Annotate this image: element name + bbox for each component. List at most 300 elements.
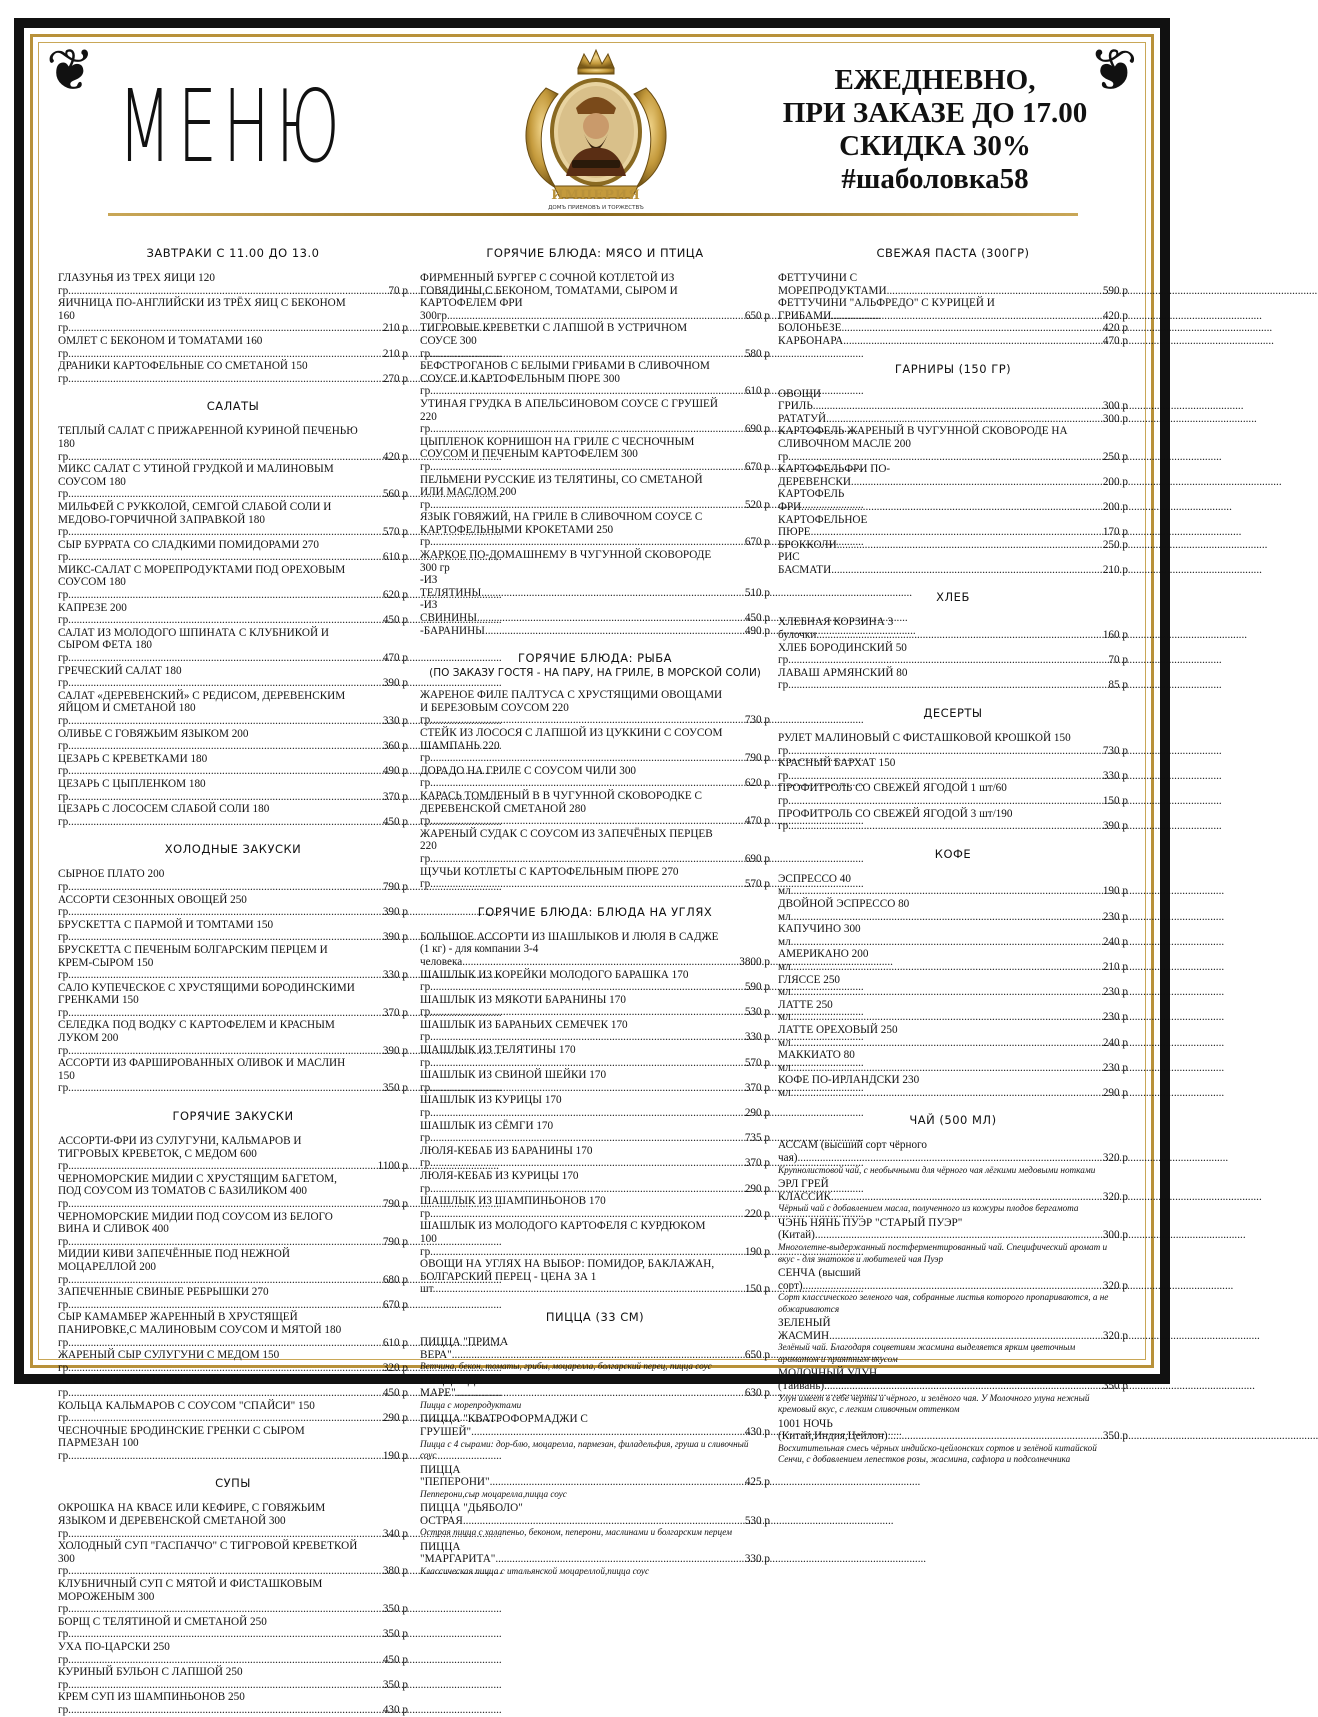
menu-item-name: МИКС-САЛАТ С МОРЕПРОДУКТАМИ ПОД ОРЕХОВЫМ СОУСОМ 180 гр. ..... [58, 564, 502, 601]
menu-item [778, 322, 1128, 335]
menu-item-name: ПИЦЦА "ПЕПЕРОНИ" ..... [420, 1464, 920, 1489]
menu-item-price: 620 р [744, 777, 770, 790]
restaurant-emblem-logo [506, 48, 686, 216]
menu-item-price: 790 р [382, 1198, 408, 1210]
menu-item-name: ЖАРЕНЫЙ СЫР СУЛУГУНИ С МЕДОМ 150 гр. ..... [58, 1349, 502, 1374]
menu-item-price: 680 р [382, 1273, 408, 1286]
menu-item-name: ШАШЛЫК ИЗ МОЛОДОГО КАРТОФЕЛЯ С КУРДЮКОМ 100 гр. ..... [420, 1220, 864, 1257]
menu-item [778, 1049, 1128, 1074]
menu-item-name: ПИЦЦА "ПРИМА ВЕРА" ..... [420, 1336, 882, 1361]
menu-item-line [778, 616, 1082, 641]
menu-item-line [58, 564, 362, 602]
section-title: ГАРНИРЫ (150 ГР) [894, 361, 1012, 376]
menu-item [778, 1074, 1128, 1099]
menu-item [58, 753, 408, 778]
menu-item-line [778, 539, 1082, 552]
menu-item-price: 330 р [382, 715, 408, 727]
menu-item-price: 450 р [382, 614, 408, 627]
menu-item [420, 1336, 770, 1361]
menu-item-name: ПИЦЦА "ДЬЯБОЛО" ОСТРАЯ ..... [420, 1502, 894, 1527]
promo-hashtag: #шаболовка58 [841, 163, 1029, 195]
menu-item-line [58, 1616, 362, 1641]
menu-item-name: ДРАНИКИ КАРТОФЕЛЬНЫЕ СО СМЕТАНОЙ 150 гр. ..... [58, 360, 502, 385]
menu-item-description: Сорт классического зеленого чая, собранные листья которого пропариваются, а не обжариваются [778, 1292, 1109, 1314]
menu-item-line [778, 335, 1082, 348]
menu-item-list [420, 931, 770, 1296]
menu-item-list [58, 1135, 408, 1462]
menu-item-name: КУРИНЫЙ БУЛЬОН С ЛАПШОЙ 250 гр. ..... [58, 1666, 502, 1691]
menu-item-description: Зелёный чай. Благодаря соцветиям жасмина выделяется ярким цветочным ароматом и приятным вкусом [778, 1342, 1076, 1364]
menu-item-line [58, 1691, 362, 1716]
menu-item-name: РАТАТУЙ ..... [778, 413, 1257, 425]
menu-item-description: Острая пицца с халапеньо, беконом, пеперони, маслинами и болгарским перцем [420, 1527, 732, 1538]
menu-item [420, 1464, 770, 1489]
menu-item [420, 1069, 770, 1094]
menu-item-price: 240 р [1102, 935, 1128, 948]
section-title: ХОЛОДНЫЕ ЗАКУСКИ [164, 842, 302, 857]
menu-item [58, 944, 408, 982]
menu-item-list [420, 1336, 770, 1578]
menu-item-line [420, 828, 724, 866]
menu-item [58, 1540, 408, 1578]
menu-item [778, 514, 1128, 539]
menu-item-price: 70 р [388, 284, 408, 297]
menu-item-line [420, 1069, 724, 1094]
menu-item-price: 350 р [382, 1678, 408, 1691]
menu-item [58, 627, 408, 665]
menu-item-line [58, 1349, 362, 1374]
menu-item-line [420, 931, 724, 969]
menu-item-description: Пицца с 4 сырами: дор-блю, моцарелла, пармезан, филадельфия, груша и сливочный соус [420, 1438, 749, 1460]
menu-item-price: 530 р [744, 1006, 770, 1019]
menu-item-line [58, 627, 362, 665]
menu-item [420, 1541, 770, 1566]
menu-item-line [58, 1540, 362, 1578]
menu-item-line [420, 398, 724, 436]
section-title: ЗАВТРАКИ С 11.00 ДО 13.0 [146, 246, 320, 260]
menu-item-line [778, 1049, 1082, 1074]
menu-item-price: 240 р [1102, 1036, 1128, 1049]
menu-item-name: ФИРМЕННЫЙ БУРГЕР С СОЧНОЙ КОТЛЕТОЙ ИЗ ГОВЯДИНЫ,С БЕКОНОМ, ТОМАТАМИ, СЫРОМ И КАРТОФЕЛЕМ ФРИ 300гр. ..... [420, 272, 880, 322]
menu-item [420, 765, 770, 790]
menu-item-name: ТЕПЛЫЙ САЛАТ С ПРИЖАРЕННОЙ КУРИНОЙ ПЕЧЕНЬЮ 180 гр. ..... [58, 425, 502, 462]
menu-item [58, 564, 408, 602]
menu-item-name: КАРАСЬ ТОМЛЕНЫЙ В В ЧУГУННОЙ СКОВОРОДКЕ С ДЕРЕВЕНСКОЙ СМЕТАНОЙ 280 гр. ..... [420, 790, 864, 827]
menu-item-name: ЦЕЗАРЬ С КРЕВЕТКАМИ 180 гр. ..... [58, 753, 502, 778]
menu-item [420, 828, 770, 866]
menu-item [58, 1211, 408, 1249]
menu-item-name: АССАМ (высший сорт чёрного чая) ..... [778, 1139, 1228, 1164]
menu-item [778, 923, 1128, 948]
menu-item-price: 430 р [744, 1425, 770, 1438]
menu-item-name: ФЕТТУЧИНИ С МОРЕПРОДУКТАМИ ..... [778, 272, 1317, 297]
menu-item-name: РУЛЕТ МАЛИНОВЫЙ С ФИСТАШКОВОЙ КРОШКОЙ 150 гр. ..... [778, 732, 1222, 757]
menu-item [778, 388, 1128, 413]
menu-item-price: 560 р [382, 488, 408, 501]
menu-item-name: ФЕТТУЧИНИ "АЛЬФРЕДО" С КУРИЦЕЙ И ГРИБАМИ ..... [778, 297, 1262, 322]
menu-item [58, 360, 408, 385]
menu-item [420, 727, 770, 765]
menu-item-name: ОЛИВЬЕ С ГОВЯЖЬИМ ЯЗЫКОМ 200 гр. ..... [58, 728, 502, 753]
menu-item-line [58, 1502, 362, 1540]
menu-item-list [778, 1139, 1128, 1465]
menu-item [58, 665, 408, 690]
menu-item [778, 413, 1128, 426]
menu-item-name: ЯЗЫК ГОВЯЖИЙ, НА ГРИЛЕ В СЛИВОЧНОМ СОУСЕ С КАРТОФЕЛЬНЫМИ КРОКЕТАМИ 250 гр. ..... [420, 511, 864, 548]
menu-item [58, 728, 408, 753]
menu-item [778, 539, 1128, 552]
menu-item-price: 390 р [382, 677, 408, 690]
menu-item-price: 735 р [744, 1132, 770, 1145]
menu-item-list [420, 689, 770, 891]
menu-item-name: ЛАТТЕ ОРЕХОВЫЙ 250 мл. ..... [778, 1024, 1224, 1049]
menu-item-line [420, 994, 724, 1019]
menu-item-name: ШАШЛЫК ИЗ МЯКОТИ БАРАНИНЫ 170 гр. ..... [420, 994, 864, 1019]
menu-item-price: 450 р [382, 1386, 408, 1399]
menu-item-line [58, 728, 362, 753]
menu-item-name: КАПРЕЗЕ 200 гр. ..... [58, 602, 502, 627]
menu-item-price: 790 р [382, 880, 408, 893]
menu-item-name: РИС БАСМАТИ ..... [778, 551, 1262, 576]
menu-item-name: СЫРНОЕ ПЛАТО 200 гр. ..... [58, 868, 502, 893]
menu-item-price: 510 р [744, 586, 770, 599]
menu-item [778, 999, 1128, 1024]
menu-item-name: ЧЕСНОЧНЫЕ БРОДИНСКИЕ ГРЕНКИ С СЫРОМ ПАРМЕЗАН 100 гр. ..... [58, 1425, 502, 1462]
menu-item-list [420, 272, 770, 637]
menu-item-name: ТИГРОВЫЕ КРЕВЕТКИ С ЛАПШОЙ В УСТРИЧНОМ СОУСЕ 300 гр. ..... [420, 322, 864, 359]
menu-item-price: 790 р [744, 752, 770, 765]
menu-item-name: ЧЕРНОМОРСКИЕ МИДИИ ПОД СОУСОМ ИЗ БЕЛОГО ВИНА И СЛИВОК 400 гр. ..... [58, 1211, 502, 1248]
menu-item-line [58, 894, 362, 919]
menu-item-name: ПЕЛЬМЕНИ РУССКИЕ ИЗ ТЕЛЯТИНЫ, СО СМЕТАНОЙ ИЛИ МАСЛОМ 200 гр. ..... [420, 474, 864, 511]
menu-item-line [420, 1258, 724, 1296]
menu-item-price: 730 р [1102, 744, 1128, 757]
menu-item-line [778, 1178, 1082, 1203]
menu-item [420, 511, 770, 549]
menu-item [778, 974, 1128, 999]
menu-item-line [420, 689, 724, 727]
menu-item-name: ХЛЕБНАЯ КОРЗИНА 3 булочки ..... [778, 616, 1247, 641]
menu-item-name: МИДИИ КИВИ ЗАПЕЧЁННЫЕ ПОД НЕЖНОЙ МОЦАРЕЛЛОЙ 200 гр. ..... [58, 1248, 502, 1285]
menu-item-price: 470 р [382, 652, 408, 665]
section-title: ЧАЙ (500 МЛ) [909, 1113, 997, 1128]
menu-item-line [778, 667, 1082, 692]
menu-item-line [778, 463, 1082, 488]
menu-item-name: ЩУЧЬИ КОТЛЕТЫ С КАРТОФЕЛЬНЫМ ПЮРЕ 270 гр. ..... [420, 866, 864, 891]
menu-item-price: 570 р [382, 526, 408, 539]
menu-item-line [58, 1248, 362, 1286]
menu-item-name: ХОЛОДНЫЙ СУП "ГАСПАЧЧО" С ТИГРОВОЙ КРЕВЕТКОЙ 300 гр. ..... [58, 1540, 502, 1577]
menu-item-price: 230 р [1102, 1061, 1128, 1074]
menu-item-line [420, 1541, 724, 1566]
menu-item [778, 642, 1128, 667]
menu-item-list [778, 616, 1128, 692]
menu-item-price: 570 р [744, 878, 770, 891]
menu-item-name: 1001 НОЧЬ (Китай,Индия,Цейлон) ..... [778, 1418, 1318, 1443]
menu-item-list [58, 868, 408, 1095]
menu-item [58, 919, 408, 944]
menu-item-description: Пепперони,сыр моцарелла,пицца соус [420, 1488, 567, 1499]
menu-item-price: 350 р [1102, 1430, 1128, 1443]
menu-item-line [778, 974, 1082, 999]
menu-item-line [420, 1464, 724, 1489]
menu-item-line [420, 1375, 724, 1400]
menu-item-name: КАРБОНАРА ..... [778, 335, 1274, 347]
menu-item-price: 380 р [382, 1565, 408, 1578]
menu-item-line [778, 808, 1082, 833]
promo-line: ЕЖЕДНЕВНО, [834, 64, 1036, 96]
menu-item-line [420, 727, 724, 765]
menu-item-name: УТИНАЯ ГРУДКА В АПЕЛЬСИНОВОМ СОУСЕ С ГРУШЕЙ 220 гр. ..... [420, 398, 864, 435]
menu-item-line [58, 602, 362, 627]
menu-item [778, 488, 1128, 513]
menu-item-price: 670 р [744, 460, 770, 473]
menu-item-name: ЛЮЛЯ-КЕБАБ ИЗ БАРАНИНЫ 170 гр. ..... [420, 1145, 864, 1170]
menu-item-name: ПИЦЦА "ДЕ МАРЕ" ..... [420, 1375, 886, 1400]
menu-item-price: 270 р [382, 372, 408, 385]
menu-item-line [420, 1336, 724, 1361]
menu-item [58, 1349, 408, 1374]
menu-item-line [778, 999, 1082, 1024]
menu-item-description: Улун имеет в себе черты и чёрного, и зелёного чая. У Молочного улуна нежный кремовый вкус, с легким сливочным оттенком [778, 1392, 1090, 1415]
menu-item-price: 470 р [744, 815, 770, 828]
menu-item-line [420, 272, 724, 322]
menu-item-price: 320 р [1102, 1329, 1128, 1342]
menu-item-line [778, 1418, 1082, 1443]
menu-item-price: 650 р [744, 1348, 770, 1361]
menu-item-line [58, 1666, 362, 1691]
menu-item-name: КУРИНЫЕ КРЫЛЫШКИ БАРБЕКЮ 250 гр. ..... [58, 1374, 502, 1399]
menu-item-list [778, 732, 1128, 833]
menu-item-line [420, 1120, 724, 1145]
menu-item-name: КРАСНЫЙ БАРХАТ 150 гр. ..... [778, 757, 1222, 782]
menu-item-name: ПРОФИТРОЛЬ СО СВЕЖЕЙ ЯГОДОЙ 1 шт/60 гр. ..... [778, 782, 1222, 807]
menu-item-name: ПИЦЦА "МАРГАРИТА" ..... [420, 1541, 926, 1566]
section-title: СВЕЖАЯ ПАСТА (300ГР) [876, 246, 1030, 260]
menu-item [778, 667, 1128, 692]
menu-item-price: 85 р [1108, 679, 1128, 692]
menu-item-line [58, 539, 362, 564]
menu-item-price: 330 р [744, 1031, 770, 1044]
menu-item-list [58, 425, 408, 828]
menu-item-name: СЕЛЕДКА ПОД ВОДКУ С КАРТОФЕЛЕМ И КРАСНЫМ ЛУКОМ 200 гр. ..... [58, 1019, 502, 1056]
menu-item-price: 690 р [744, 423, 770, 436]
menu-item-description: Классическая пицца с итальянской моцареллой,пицца соус [420, 1566, 650, 1577]
section-subtitle: (ПО ЗАКАЗУ ГОСТЯ - НА ПАРУ, НА ГРИЛЕ, В МОРСКОЙ СОЛИ) [429, 667, 761, 680]
menu-item-name: ШАШЛЫК ИЗ СВИНОЙ ШЕЙКИ 170 гр. ..... [420, 1069, 864, 1094]
menu-item-line [420, 1019, 724, 1044]
menu-item-name: ЖАРЕНЫЙ СУДАК С СОУСОМ ИЗ ЗАПЕЧЁНЫХ ПЕРЦЕВ 220 гр. ..... [420, 828, 864, 865]
menu-item-line [58, 665, 362, 690]
menu-item-price: 370 р [382, 790, 408, 803]
menu-item-price: 190 р [382, 1449, 408, 1462]
menu-item-price: 300 р [1102, 1229, 1128, 1242]
menu-item-price: 530 р [744, 1514, 770, 1527]
menu-item [420, 931, 770, 969]
menu-item-name: ЖАРЕНОЕ ФИЛЕ ПАЛТУСА С ХРУСТЯЩИМИ ОВОЩАМИ И БЕРЕЗОВЫМ СОУСОМ 220 гр. ..... [420, 689, 864, 726]
section-title: ГОРЯЧИЕ БЛЮДА: БЛЮДА НА УГЛЯХ [477, 904, 713, 919]
menu-item [58, 1374, 408, 1399]
menu-item-price: 790 р [382, 1235, 408, 1248]
menu-item-name: -ИЗ ТЕЛЯТИНЫ ..... [420, 574, 912, 599]
menu-item-name: ШАШЛЫК ИЗ КУРИЦЫ 170 гр. ..... [420, 1094, 864, 1119]
menu-item-line [420, 765, 724, 790]
menu-item-line [778, 1217, 1082, 1242]
menu-item-line [778, 322, 1082, 335]
menu-item [58, 894, 408, 919]
menu-item-description: Крупнолистовой чай, с необычными для чёрного чая лёгкими медовыми нотками [778, 1164, 1096, 1175]
menu-item-price: 430 р [382, 1703, 408, 1716]
menu-item-name: СЫР КАМАМБЕР ЖАРЕННЫЙ В ХРУСТЯЩЕЙ ПАНИРОВКЕ,С МАЛИНОВЫМ СОУСОМ И МЯТОЙ 180 гр. ..... [58, 1311, 502, 1348]
menu-item [420, 1258, 770, 1296]
menu-item [58, 1019, 408, 1057]
menu-item [420, 1019, 770, 1044]
menu-item-price: 450 р [744, 612, 770, 625]
menu-item-line [778, 1317, 1082, 1342]
section-title: СУПЫ [215, 1476, 251, 1491]
menu-item-price: 210 р [382, 347, 408, 360]
menu-item-price: 490 р [382, 765, 408, 778]
menu-item [58, 1311, 408, 1349]
menu-item-price: 520 р [744, 498, 770, 511]
menu-item [58, 335, 408, 360]
menu-item-line [778, 425, 1082, 463]
menu-item [778, 297, 1128, 322]
menu-item-price: 210 р [1102, 960, 1128, 973]
menu-item [778, 948, 1128, 973]
menu-item-price: 70 р [1108, 654, 1128, 667]
menu-item [778, 1178, 1128, 1203]
menu-item [420, 866, 770, 891]
menu-item-name: МИКС САЛАТ С УТИНОЙ ГРУДКОЙ И МАЛИНОВЫМ СОУСОМ 180 гр. ..... [58, 463, 502, 500]
menu-item-line [58, 425, 362, 463]
menu-item-price: 1100 р [377, 1160, 408, 1173]
menu-item-line [778, 514, 1082, 539]
menu-item-line [420, 625, 724, 638]
menu-item [778, 1217, 1128, 1242]
menu-item-line [58, 803, 362, 828]
menu-item-price: 630 р [744, 1387, 770, 1400]
menu-item-line [58, 1211, 362, 1249]
menu-item [420, 1195, 770, 1220]
menu-item-name: ШАШЛЫК ИЗ КОРЕЙКИ МОЛОДОГО БАРАШКА 170 гр. ..... [420, 969, 864, 994]
menu-item-name: ШАШЛЫК ИЗ БАРАНЬИХ СЕМЕЧЕК 170 гр. ..... [420, 1019, 864, 1044]
menu-item-price: 650 р [744, 309, 770, 322]
menu-item-line [778, 923, 1082, 948]
menu-item-description: Чёрный чай с добавлением масла, полученного из кожуры плодов бергамота [778, 1203, 1079, 1214]
menu-item-name: БОРЩ С ТЕЛЯТИНОЙ И СМЕТАНОЙ 250 гр. ..... [58, 1616, 502, 1641]
menu-item [778, 808, 1128, 833]
menu-item-line [778, 272, 1082, 297]
menu-item [58, 778, 408, 803]
menu-item-list [58, 1502, 408, 1716]
menu-item-price: 350 р [382, 1082, 408, 1095]
menu-item-price: 330 р [1102, 769, 1128, 782]
menu-item-name: ЖАРКОЕ ПО-ДОМАШНЕМУ В ЧУГУННОЙ СКОВОРОДЕ 300 гр [420, 549, 712, 574]
menu-item-price: 420 р [1102, 309, 1128, 322]
menu-item-line [58, 868, 362, 893]
menu-item-line [420, 599, 724, 624]
menu-item-price: 590 р [744, 981, 770, 994]
menu-item-line [420, 549, 724, 574]
menu-item-name: САЛО КУПЕЧЕСКОЕ С ХРУСТЯЩИМИ БОРОДИНСКИМИ ГРЕНКАМИ 150 гр. ..... [58, 982, 502, 1019]
menu-item-name: ЗАПЕЧЕННЫЕ СВИНЫЕ РЕБРЫШКИ 270 гр. ..... [58, 1286, 502, 1311]
menu-item-list [58, 272, 408, 385]
menu-item-name: ДОРАДО НА ГРИЛЕ С СОУСОМ ЧИЛИ 300 гр. ..... [420, 765, 864, 790]
menu-item-line [420, 1145, 724, 1170]
menu-item-price: 450 р [382, 1653, 408, 1666]
menu-item-list [778, 873, 1128, 1100]
menu-item-price: 340 р [382, 1527, 408, 1540]
menu-item [420, 969, 770, 994]
menu-item-price: 360 р [382, 740, 408, 753]
menu-item-price: 200 р [1102, 475, 1128, 488]
menu-item-name: -ИЗ СВИНИНЫ ..... [420, 599, 908, 624]
menu-item-price: 230 р [1102, 1011, 1128, 1024]
menu-item-name: КОФЕ ПО-ИРЛАНДСКИ 230 мл. ..... [778, 1074, 1224, 1099]
menu-item [420, 1145, 770, 1170]
menu-item [58, 1135, 408, 1173]
menu-item [420, 322, 770, 360]
menu-item [58, 868, 408, 893]
menu-item-line [778, 757, 1082, 782]
menu-item [778, 425, 1128, 463]
menu-item-price: 190 р [744, 1245, 770, 1258]
menu-item-name: ЦЫПЛЕНОК КОРНИШОН НА ГРИЛЕ С ЧЕСНОЧНЫМ СОУСОМ И ПЕЧЕНЫМ КАРТОФЕЛЕМ 300 гр. ..... [420, 436, 864, 473]
menu-item [58, 1691, 408, 1716]
menu-item-price: 320 р [1102, 1190, 1128, 1203]
menu-item-list [778, 272, 1128, 348]
menu-item-price: 370 р [382, 1006, 408, 1019]
menu-item [58, 1173, 408, 1211]
menu-item-price: 390 р [382, 906, 408, 919]
menu-item-line [58, 1400, 362, 1425]
menu-item-name: ЛЮЛЯ-КЕБАБ ИЗ КУРИЦЫ 170 гр. ..... [420, 1170, 864, 1195]
menu-item-price: 300 р [1102, 400, 1128, 413]
menu-item-name: БЕФСТРОГАНОВ С БЕЛЫМИ ГРИБАМИ В СЛИВОЧНОМ СОУСЕ И КАРТОФЕЛЬНЫМ ПЮРЕ 300 гр. ..... [420, 360, 864, 397]
menu-item-price: 170 р [1102, 526, 1128, 539]
menu-item-name: ЧЭНЬ НЯНЬ ПУЭР "СТАРЫЙ ПУЭР" (Китай) ..... [778, 1217, 1246, 1242]
menu-item-line [58, 272, 362, 297]
menu-item-name: КРЕМ СУП ИЗ ШАМПИНЬОНОВ 250 гр. ..... [58, 1691, 502, 1716]
menu-item-name: ХЛЕБ БОРОДИНСКИЙ 50 гр. ..... [778, 642, 1222, 667]
menu-item-price: 490 р [744, 624, 770, 637]
menu-item-name: МИЛЬФЕЙ С РУККОЛОЙ, СЕМГОЙ СЛАБОЙ СОЛИ И МЕДОВО-ГОРЧИЧНОЙ ЗАПРАВКОЙ 180 гр. ..... [58, 501, 502, 538]
menu-item-price: 250 р [1102, 538, 1128, 551]
menu-item-name: СЫР БУРРАТА СО СЛАДКИМИ ПОМИДОРАМИ 270 гр. ..... [58, 539, 502, 564]
menu-item-name: ПИЦЦА "КВАТРОФОРМАДЖИ С ГРУШЕЙ" ..... [420, 1413, 902, 1438]
menu-column-2 [420, 232, 770, 1580]
menu-item-name: ЭСПРЕССО 40 мл. ..... [778, 873, 1224, 898]
menu-item-line [420, 436, 724, 474]
menu-item-name: ЗЕЛЕНЫЙ ЖАСМИН ..... [778, 1317, 1260, 1342]
menu-item-price: 420 р [382, 450, 408, 463]
menu-item-price: 590 р [1102, 284, 1128, 297]
menu-column-3 [778, 232, 1128, 1468]
menu-item-line [58, 690, 362, 728]
menu-item-price: 670 р [744, 536, 770, 549]
menu-item-description: Восхитительная смесь чёрных индийско-цейлонских сортов и зелёной китайской Сенчи, с добавлением лепестков розы, жасмина, сафлора и подсолнечника [778, 1442, 1097, 1465]
menu-item-line [778, 388, 1082, 413]
menu-item [778, 1139, 1128, 1164]
menu-item [420, 436, 770, 474]
menu-item-price: 425 р [744, 1476, 770, 1489]
menu-item-line [420, 969, 724, 994]
menu-item-price: 350 р [382, 1628, 408, 1641]
menu-item [58, 1057, 408, 1095]
menu-item-line [778, 948, 1082, 973]
menu-item-price: 610 р [382, 551, 408, 564]
